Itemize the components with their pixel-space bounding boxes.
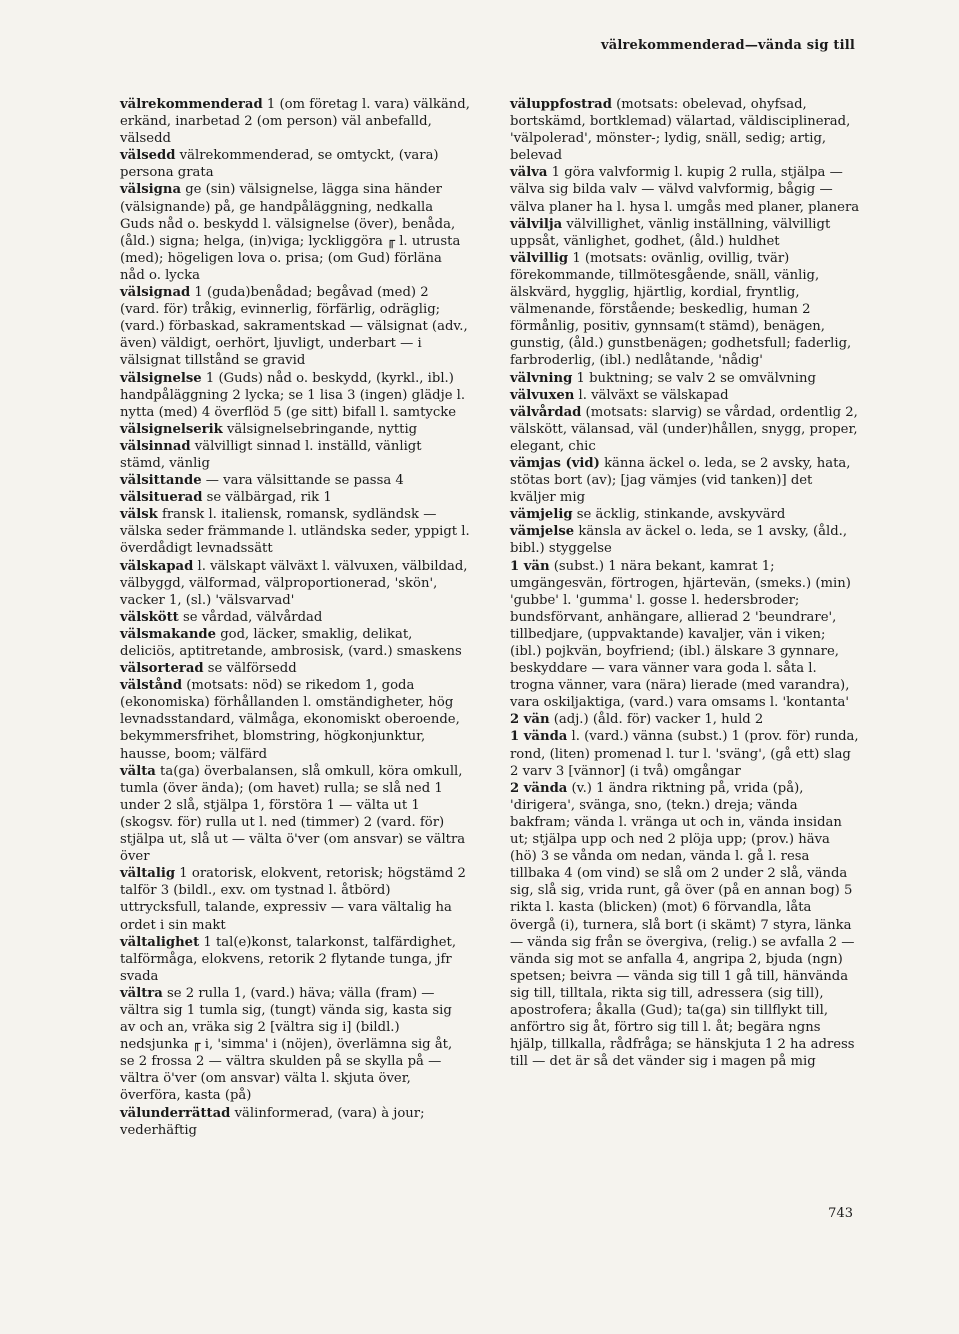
dictionary-entry <box>120 506 470 557</box>
entry-definition: (v.) 1 ändra riktning på, vrida (på), 'dirigera', svänga, sno, (tekn.) dreja; vända bakfram; vända l. vränga ut och in, vända insidan ut; stjälpa upp och ned 2 plöja upp; (prov.) häva (hö) 3 se vånda om nedan, vända l. gå l. resa tillbaka 4 (om vind) se slå om 2 under 2 slå, vända sig, slå sig, vrida runt, gå över (på en annan bog) 5 rikta l. kasta (blicken) (mot) 6 förvandla, låta övergå (i), turnera, slå bort (i skämt) 7 styra, länka — vända sig från se övergiva, (relig.) se avfalla 2 — vända sig mot se anfalla 4, angripa 2, bjuda (ngn) spetsen; beivra — vända sig till 1 gå till, hänvända sig till, tilltala, rikta sig till, adressera (sig till), apostrofera; åkalla (Gud); ta(ga) sin tillflykt till, anförtro sig åt, förtro sig till l. åt; begära ngns hjälp, tillkalla, rådfråga; se hänskjuta 1 2 ha adress till — det är så det vänder sig i magen på mig <box>510 780 855 1070</box>
entry-definition: se välförsedd <box>203 661 297 677</box>
left-column <box>120 96 470 1139</box>
entry-headword: välta <box>120 763 156 779</box>
entry-headword: välvuxen <box>510 387 575 403</box>
entry-headword: vältalighet <box>120 934 200 950</box>
entry-headword: välvning <box>510 370 573 386</box>
entry-definition: 1 (motsats: ovänlig, ovillig, tvär) förekommande, tillmötesgående, snäll, vänlig, älskvärd, hygglig, hjärtlig, kordial, fryntlig, välmenande, förstående; beskedlig, human 2 förmånlig, positiv, gynnsam(t stämd), benägen, gunstig, (åld.) gunstbenägen; godhetsfull; faderlig, farbroderlig, (ibl.) nedlåtande, 'nådig' <box>510 250 852 369</box>
entry-headword: välsedd <box>120 148 176 164</box>
entry-headword: välskött <box>120 609 179 625</box>
entry-definition: (motsats: slarvig) se vårdad, ordentlig 2, välskött, välansad, väl (under)hållen, snygg, proper, elegant, chic <box>510 404 858 454</box>
entry-headword: välvårdad <box>510 404 582 420</box>
dictionary-entry <box>120 763 470 866</box>
entry-definition: 1 oratorisk, elokvent, retorisk; högstämd 2 talför 3 (bildl., exv. om tystnad l. åtbörd) uttrycksfull, talande, expressiv — vara vältalig ha ordet i sin makt <box>120 866 466 933</box>
dictionary-entry <box>120 609 470 626</box>
entry-definition: se 2 rulla 1, (vard.) häva; välla (fram) — vältra sig 1 tumla sig, (tungt) vända sig, kasta sig av och an, vräka sig 2 [vältra sig i] (bildl.) nedsjunka ╓ i, 'simma' i (nöjen), överlämna sig åt, se 2 frossa 2 — vältra skulden på se skylla på — vältra ö'ver (om ansvar) välta l. skjuta över, överföra, kasta (på) <box>120 985 453 1104</box>
entry-headword: välvilja <box>510 216 563 232</box>
entry-definition: välvilligt sinnad l. inställd, vänligt stämd, vänlig <box>120 438 422 471</box>
entry-headword: välsk <box>120 507 158 523</box>
dictionary-entry <box>120 1105 470 1139</box>
dictionary-entry <box>120 147 470 181</box>
entry-headword: välskapad <box>120 558 194 574</box>
entry-definition: (motsats: nöd) se rikedom 1, goda (ekonomiska) förhållanden l. omständigheter, hög levnadsstandard, välmåga, ekonomiskt oberoende, bekymmersfrihet, blomstring, högkonjunktur, hausse, boom; välfärd <box>120 678 460 762</box>
entry-headword: 2 vända <box>510 780 568 796</box>
dictionary-entry <box>120 489 470 506</box>
entry-definition: 1 tal(e)konst, talarkonst, talfärdighet, talförmåga, elokvens, retorik 2 flytande tunga, jfr svada <box>120 934 457 984</box>
dictionary-entry <box>120 677 470 762</box>
entry-definition: se vårdad, välvårdad <box>178 609 323 625</box>
dictionary-entry <box>120 865 470 933</box>
entry-headword: välvillig <box>510 250 569 266</box>
entry-definition: god, läcker, smaklig, delikat, deliciös, aptitretande, ambrosisk, (vard.) smaskens <box>120 626 462 659</box>
entry-headword: vämjelig <box>510 507 573 523</box>
right-column <box>510 96 860 1070</box>
entry-definition: se äcklig, stinkande, avskyvärd <box>572 507 786 523</box>
dictionary-entry <box>120 660 470 677</box>
entry-definition: (subst.) 1 nära bekant, kamrat 1; umgängesvän, förtrogen, hjärtevän, (smeks.) (min) 'gubbe' l. 'gumma' l. gosse l. hedersbroder; bundsförvant, anhängare, allierad 2 'beundrare', tillbedjare, (uppvaktande) kavaljer, vän i viken; (ibl.) pojkvän, boyfriend; (ibl.) älskare 3 gynnare, beskyddare — vara vänner vara goda l. såta l. trogna vänner, vara (nära) lierade (med varandra), vara oskiljaktiga, (vard.) vara omsams l. 'kontanta' <box>510 558 851 711</box>
entry-definition: l. (vard.) vänna (subst.) 1 (prov. för) runda, rond, (liten) promenad l. tur l. 'sväng', (gå ett) slag 2 varv 3 [vännor] (i två) omgångar <box>510 729 859 779</box>
dictionary-entry <box>510 728 860 779</box>
dictionary-entry <box>120 985 470 1105</box>
entry-definition: fransk l. italiensk, romansk, sydländsk — välska seder främmande l. utländska seder, yppigt l. överdådigt levnadssätt <box>120 507 470 557</box>
entry-headword: välsignelserik <box>120 421 223 437</box>
entry-headword: vämjelse <box>510 524 575 540</box>
dictionary-entry <box>120 421 470 438</box>
dictionary-entry <box>120 558 470 609</box>
entry-headword: välsittande <box>120 473 202 489</box>
entry-definition: välvillighet, vänlig inställning, välvilligt uppsåt, vänlighet, godhet, (åld.) huldhet <box>510 216 831 249</box>
entry-headword: välsignelse <box>120 370 202 386</box>
dictionary-entry <box>510 164 860 215</box>
dictionary-entry <box>510 455 860 506</box>
entry-headword: välsinnad <box>120 438 191 454</box>
dictionary-entry <box>120 96 470 147</box>
dictionary-entry <box>510 506 860 523</box>
dictionary-entry <box>510 216 860 250</box>
dictionary-entry <box>120 284 470 369</box>
entry-headword: välsmakande <box>120 626 217 642</box>
entry-headword: vältalig <box>120 866 176 882</box>
dictionary-entry <box>120 438 470 472</box>
entry-headword: 1 vända <box>510 729 568 745</box>
entry-definition: l. välskapt välväxt l. välvuxen, välbildad, välbyggd, välformad, välproportionerad, 'skön', vacker 1, (sl.) 'välsvarvad' <box>120 558 468 608</box>
entry-definition: ta(ga) överbalansen, slå omkull, köra omkull, tumla (över ända); (om havet) rulla; se slå ned 1 under 2 slå, stjälpa 1, förstöra 1 — välta ut 1 (skogsv. för) rulla ut l. ned (timmer) 2 (vard. för) stjälpa ut, slå ut — välta ö'ver (om ansvar) se vältra över <box>120 763 466 865</box>
dictionary-entry <box>120 181 470 284</box>
dictionary-entry <box>120 626 470 660</box>
dictionary-entry <box>510 780 860 1071</box>
entry-headword: vältra <box>120 985 163 1001</box>
dictionary-entry <box>510 523 860 557</box>
entry-headword: välsignad <box>120 285 191 301</box>
entry-definition: 1 buktning; se valv 2 se omvälvning <box>572 370 816 386</box>
page-number: 743 <box>828 1206 853 1221</box>
entry-definition: känna äckel o. leda, se 2 avsky, hata, stötas bort (av); [jag vämjes (vid tanken)] det kväljer mig <box>510 455 851 506</box>
entry-headword: välva <box>510 165 548 181</box>
entry-headword: 2 vän <box>510 712 550 728</box>
entry-headword: välstånd <box>120 678 183 694</box>
dictionary-entry <box>510 96 860 164</box>
dictionary-entry <box>120 370 470 421</box>
entry-headword: välsigna <box>120 182 182 198</box>
entry-definition: se välbärgad, rik 1 <box>202 490 332 506</box>
entry-definition: välrekommenderad, se omtyckt, (vara) persona grata <box>120 148 439 181</box>
entry-headword: välunderrättad <box>120 1105 231 1121</box>
entry-definition: — vara välsittande se passa 4 <box>201 473 404 489</box>
entry-definition: l. välväxt se välskapad <box>574 387 729 403</box>
entry-headword: vämjas (vid) <box>510 455 600 471</box>
entry-definition: välinformerad, (vara) à jour; vederhäftig <box>120 1105 425 1138</box>
entry-definition: välsignelsebringande, nyttig <box>222 421 418 437</box>
entry-headword: välsorterad <box>120 661 204 677</box>
entry-definition: (adj.) (åld. för) vacker 1, huld 2 <box>549 712 764 728</box>
entry-definition: känsla av äckel o. leda, se 1 avsky, (åld., bibl.) styggelse <box>510 524 848 557</box>
dictionary-entry <box>510 711 860 728</box>
entry-headword: 1 vän <box>510 558 550 574</box>
dictionary-entry <box>510 370 860 387</box>
entry-definition: 1 (guda)benådad; begåvad (med) 2 (vard. för) tråkig, evinnerlig, förfärlig, odräglig; (vard.) förbaskad, sakramentskad — välsignat (adv., även) väldigt, oerhört, ljuvligt, underbart — i välsignat tillstånd se gravid <box>120 285 468 369</box>
dictionary-entry <box>510 250 860 370</box>
entry-definition: 1 (Guds) nåd o. beskydd, (kyrkl., ibl.) handpåläggning 2 lycka; se 1 lisa 3 (ingen) glädje l. nytta (med) 4 överflöd 5 (ge sitt) bifall l. samtycke <box>120 370 466 420</box>
running-head: välrekommenderad—vända sig till <box>600 38 855 53</box>
entry-definition: 1 (om företag l. vara) välkänd, erkänd, inarbetad 2 (om person) väl anbefalld, välsedd <box>120 97 470 147</box>
entry-definition: 1 göra valvformig l. kupig 2 rulla, stjälpa — välva sig bilda valv — välvd valvformig, bågig — välva planer ha l. hysa l. umgås med planer, planera <box>510 165 860 215</box>
entry-headword: välrekommenderad <box>120 97 263 112</box>
entry-definition: ge (sin) välsignelse, lägga sina händer (välsignande) på, ge handpåläggning, nedkalla Guds nåd o. beskydd l. välsignelse (över), benåda, (åld.) signa; helga, (in)viga; lyckliggöra ╓ l. utrusta (med); högeligen lova o. prisa; (om Gud) förläna nåd o. lycka <box>120 182 461 283</box>
dictionary-entry <box>510 404 860 455</box>
entry-headword: välsituerad <box>120 490 203 506</box>
dictionary-entry <box>510 558 860 712</box>
entry-definition: (motsats: obelevad, ohyfsad, bortskämd, bortklemad) välartad, väldisciplinerad, 'välpolerad', mönster-; lydig, snäll, sedig; artig, belevad <box>510 97 851 164</box>
dictionary-entry <box>120 934 470 985</box>
dictionary-entry <box>120 472 470 489</box>
dictionary-entry <box>510 387 860 404</box>
entry-headword: väluppfostrad <box>510 97 612 112</box>
